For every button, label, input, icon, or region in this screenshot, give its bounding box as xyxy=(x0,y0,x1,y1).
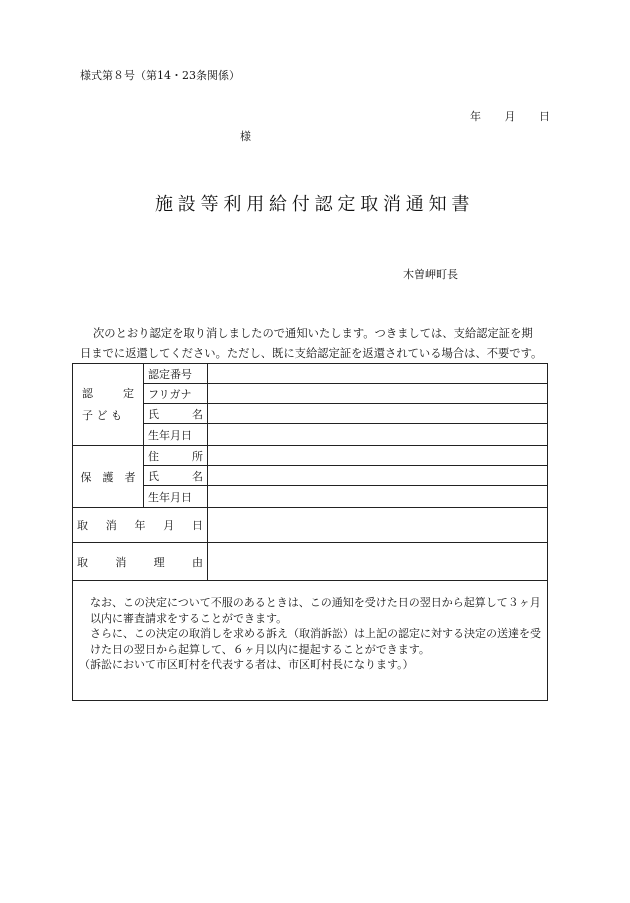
issuer-name: 木曽岬町長 xyxy=(403,268,458,281)
child-group-label: 認 定 子 ど も xyxy=(73,364,144,446)
cancel-reason-label: 取 消 理 由 xyxy=(73,543,208,581)
appeal-notice xyxy=(73,581,548,701)
cancel-date-label: 取 消 年 月 日 xyxy=(73,508,208,543)
child-birthdate-label: 生年月日 xyxy=(144,424,208,446)
child-birthdate-field[interactable] xyxy=(208,424,548,446)
cancel-date-field[interactable] xyxy=(208,508,548,543)
intro-line-2: 日までに返還してください。ただし、既に支給認定証を返還されている場合は、不要です。 xyxy=(80,347,543,360)
child-name-field[interactable] xyxy=(208,404,548,424)
certification-table xyxy=(72,363,548,701)
guardian-address-field[interactable] xyxy=(208,446,548,466)
guardian-name-label: 氏 名 xyxy=(144,466,208,486)
document-title: 施設等利用給付認定取消通知書 xyxy=(155,194,475,215)
day-label: 日 xyxy=(539,110,550,123)
guardian-address-label: 住 所 xyxy=(144,446,208,466)
appeal-notice-p2: さらに、この決定の取消しを求める訴え（取消訴訟）は上記の認定に対する決定の送達を受けた日の翌日から起算して、６ヶ月以内に提起することができます。 xyxy=(90,627,541,656)
intro-line-1: 次のとおり認定を取り消しましたので通知いたします。つきましては、支給認定証を期 xyxy=(93,327,533,340)
guardian-group-label: 保 護 者 xyxy=(73,446,144,508)
month-label: 月 xyxy=(504,110,516,123)
guardian-birthdate-label: 生年月日 xyxy=(144,486,208,508)
child-furigana-field[interactable] xyxy=(208,384,548,404)
addressee-suffix: 様 xyxy=(240,130,251,143)
guardian-birthdate-field[interactable] xyxy=(208,486,548,508)
appeal-notice-p1: なお、この決定について不服のあるときは、この通知を受けた日の翌日から起算して３ヶ月以内に審査請求をすることができます。 xyxy=(90,596,541,625)
appeal-notice-p3: （訴訟において市区町村を代表する者は、市区町村長になります。） xyxy=(79,658,414,671)
child-name-label: 氏 名 xyxy=(144,404,208,424)
form-number-label: 様式第８号（第14・23条関係） xyxy=(80,69,240,82)
guardian-name-field[interactable] xyxy=(208,466,548,486)
cancel-reason-field[interactable] xyxy=(208,543,548,581)
child-number-field[interactable] xyxy=(208,364,548,384)
date-line xyxy=(470,108,550,124)
child-furigana-label: フリガナ xyxy=(144,384,208,404)
year-label: 年 xyxy=(470,110,481,123)
child-number-label: 認定番号 xyxy=(144,364,208,384)
